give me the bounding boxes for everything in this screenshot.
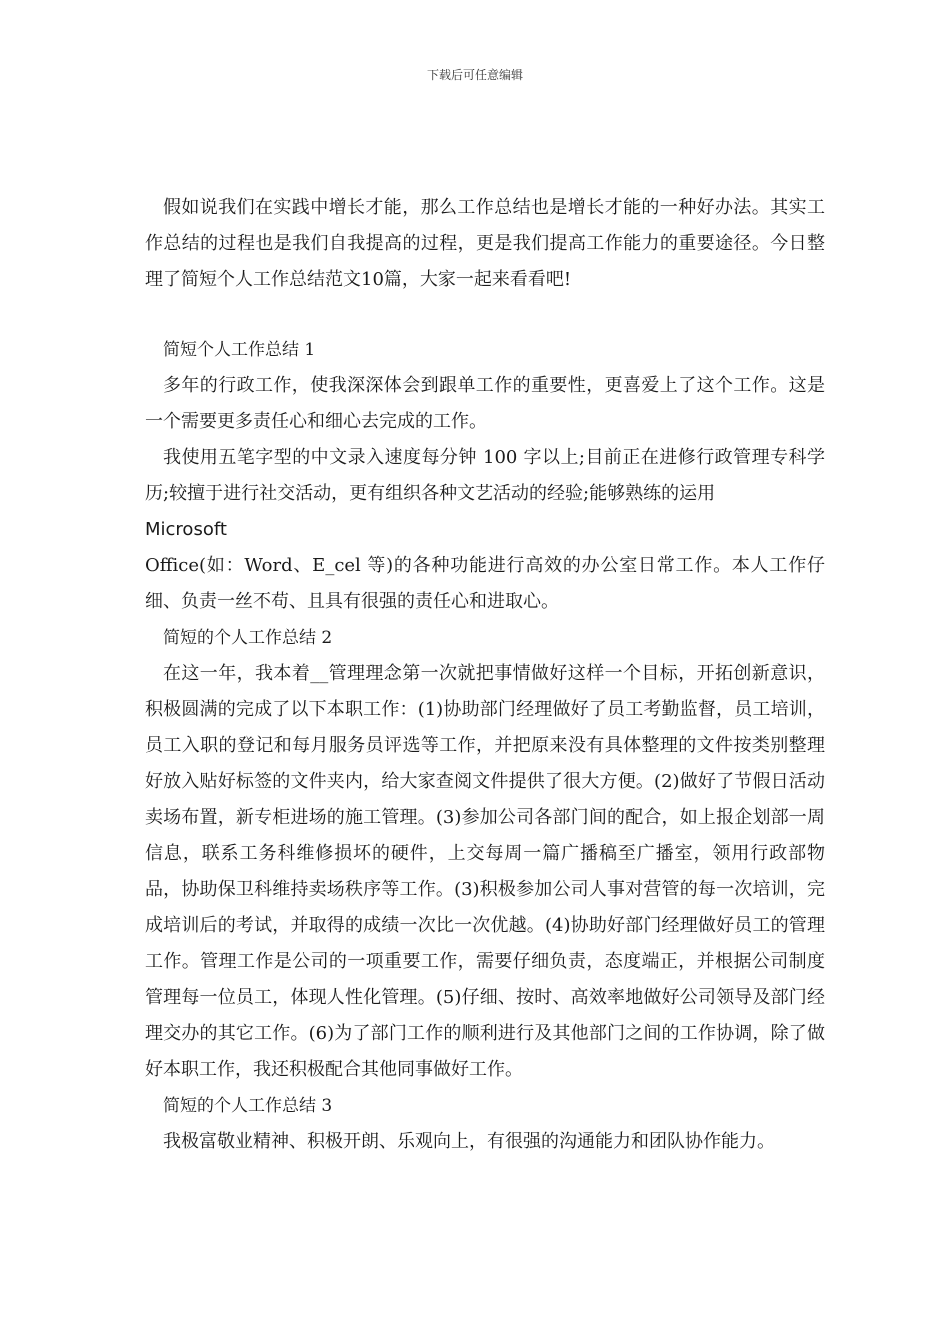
section-1-title: 简短个人工作总结 1 <box>163 340 316 360</box>
section-1-paragraph-2-text: 我使用五笔字型的中文录入速度每分钟 100 字以上;目前正在进修行政管理专科学历;较擅于进行社交活动，更有组织各种文艺活动的经验;能够熟练的运用 <box>145 447 825 504</box>
page-header: 下载后可任意编辑 <box>426 68 523 82</box>
document-body <box>145 190 825 1160</box>
section-2-paragraph-1: 在这一年，我本着__管理理念第一次就把事情做好这样一个目标，开拓创新意识，积极圆满的完成了以下本职工作：(1)协助部门经理做好了员工考勤监督，员工培训，员工入职的登记和每月服务员评选等工作，并把原来没有具体整理的文件按类别整理好放入贴好标签的文件夹内，给大家查阅文件提供了很大方便。(2)做好了节假日活动卖场布置，新专柜进场的施工管理。(3)参加公司各部门间的配合，如上报企划部一周信息，联系工务科维修损坏的硬件，上交每周一篇广播稿至广播室，领用行政部物品，协助保卫科维持卖场秩序等工作。(3)积极参加公司人事对营管的每一次培训，完成培训后的考试，并取得的成绩一次比一次优越。(4)协助好部门经理做好员工的管理工作。管理工作是公司的一项重要工作，需要仔细负责，态度端正，并根据公司制度管理每一位员工，体现人性化管理。(5)仔细、按时、高效率地做好公司领导及部门经理交办的其它工作。(6)为了部门工作的顺利进行及其他部门之间的工作协调，除了做好本职工作，我还积极配合其他同事做好工作。 <box>145 663 825 1080</box>
section-3-title: 简短的个人工作总结 3 <box>163 1096 333 1116</box>
section-1-office-text: Office(如：Word、E_cel 等)的各种功能进行高效的办公室日常工作。本人工作仔细、负责一丝不苟、且具有很强的责任心和进取心。 <box>145 555 825 612</box>
intro-paragraph: 假如说我们在实践中增长才能，那么工作总结也是增长才能的一种好办法。其实工作总结的过程也是我们自我提高的过程，更是我们提高工作能力的重要途径。今日整理了简短个人工作总结范文10篇，大家一起来看看吧! <box>145 197 825 290</box>
section-1-paragraph-2 <box>145 440 825 620</box>
section-1-microsoft-text: Microsoft <box>145 519 227 540</box>
section-3-paragraph-1: 我极富敬业精神、积极开朗、乐观向上，有很强的沟通能力和团队协作能力。 <box>163 1131 775 1152</box>
section-1-paragraph-1: 多年的行政工作，使我深深体会到跟单工作的重要性，更喜爱上了这个工作。这是一个需要更多责任心和细心去完成的工作。 <box>145 375 825 432</box>
section-2-title: 简短的个人工作总结 2 <box>163 628 333 648</box>
